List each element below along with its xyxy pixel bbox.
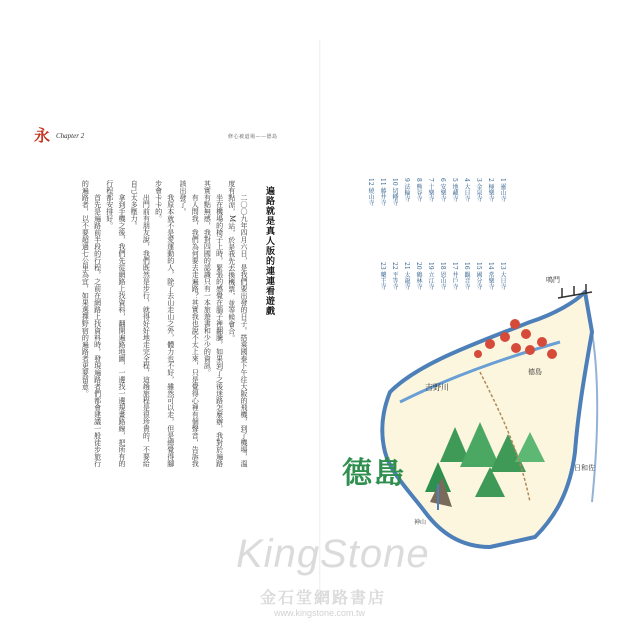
temple-item: 15 國分寺 [475,262,482,290]
temple-item: 13 大日寺 [499,262,506,290]
chapter-mark [34,128,84,144]
map-label-river: 吉野川 [425,383,449,392]
map-label-naruto: 鳴門 [546,276,560,284]
temple-item: 23 藥王寺 [379,262,386,290]
kingstone-watermark: KingStone [236,532,430,576]
temple-item: 7 十樂寺 [427,178,434,202]
temple-item: 8 熊谷寺 [415,178,422,202]
paragraph: 二〇〇九年四月六日，是我們要出發的日子。搭乘國泰下午往大阪的飛機，到了機場，溫度有點涼，M站，於是我先去換機票，並等候會合。 [227,180,248,467]
temple-item: 6 安樂寺 [439,178,446,202]
chapter-brush-icon: 永 [34,126,51,145]
map-label-kamiyama: 神山 [414,519,427,526]
paragraph: 有人問我，我們為何要去走遍路？其實我也說不太上來，只是覺得心裡有個聲音，告訴我該出發了。 [178,180,200,467]
map-label-city: 德島 [528,368,542,376]
temple-item: 5 地藏寺 [451,178,458,202]
paragraph: 我原本就不是愛運動的人，除了去山走山之外，體力也不好，雖然可以走，但是總覺得腳步會卡卡的。 [154,180,175,467]
land-mass [382,292,592,547]
paragraph: 拿到手機之後，我們先從網路上找資料，翻開遍路地圖，一邊找一邊規畫路線，把所有的行程都安排好。 [105,180,126,467]
temple-list [356,178,508,290]
temple-item: 18 恩山寺 [439,262,446,290]
coastline-sea [592,332,597,502]
map-title: 德島 [342,456,406,491]
paragraph: 坐在機場的椅子上時，緊張的感覺在腦子裡翻騰，如果到了之後迷路怎麼辦，我對於遍路其實有點無感，我對四國的認識只有一本旅遊書和少少的資訊。 [203,180,224,467]
paragraph: 出門前有朋友說，我們既然是步行，就得好好地走完全程，這趟旅程是很珍貴的，不要給自己太多壓力。 [130,180,151,467]
paragraph: 首先是遍路前半段的行程，之前在網路上找資料時，發現遍路者們都會建議一般徒步旅行的遍路者，以不要超過七公里為宜，如果選擇野宿的遍路者更要留意。 [81,180,102,467]
tokushima-map [330,262,620,562]
temple-item: 16 觀音寺 [463,262,470,290]
section-heading: 遍路就是真人版的連連看遊戲 [264,186,274,316]
temple-item: 9 法輪寺 [403,178,410,202]
temple-item: 10 切幡寺 [391,178,398,206]
body-text [38,180,250,470]
temple-item: 2 極樂寺 [487,178,494,202]
temple-item: 12 燒山寺 [367,178,374,206]
temple-item: 4 大日寺 [463,178,470,202]
chapter-label: Chapter 2 [56,132,85,140]
temple-item: 22 平等寺 [391,262,398,290]
temple-item: 21 太龍寺 [403,262,410,290]
temple-item: 1 靈山寺 [499,178,506,202]
temple-item: 17 井戶寺 [451,262,458,290]
temple-item: 19 立江寺 [427,262,434,290]
temple-item: 14 常樂寺 [487,262,494,290]
watermark-url: www.kingstone.com.tw [274,608,366,618]
watermark-chinese: 金石堂網路書店 [260,588,387,607]
temple-item: 20 鶴林寺 [415,262,422,290]
temple-item: 3 金泉寺 [475,178,482,202]
temple-item: 11 藤井寺 [379,178,386,206]
map-label-hiwasa: 日和佐 [574,464,595,472]
running-head: 修心被道場——德島 [228,134,278,140]
